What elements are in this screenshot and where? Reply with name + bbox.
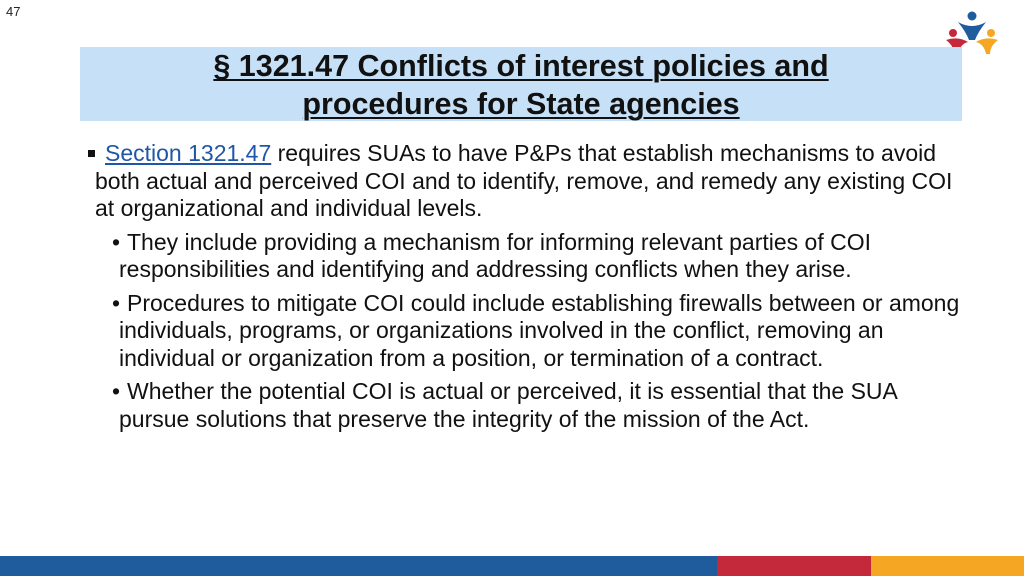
slide-content	[86, 140, 966, 439]
bullet-dot-icon: •	[112, 289, 121, 316]
sub-bullet-list	[86, 229, 966, 434]
footer-color-bar	[0, 556, 1024, 576]
footer-orange-segment	[871, 556, 1024, 576]
bullet-dot-icon: •	[112, 378, 121, 404]
sub-bullet-text: They include providing a mechanism for informing relevant parties of COI responsibilities and identifying and addressing conflicts when they arise.	[119, 228, 872, 282]
bullet-dot-icon: •	[112, 228, 121, 255]
square-bullet-icon	[88, 150, 95, 157]
footer-blue-segment	[0, 556, 717, 576]
main-bullet	[86, 140, 966, 223]
sub-bullet-item	[109, 378, 966, 433]
section-link[interactable]: Section 1321.47	[105, 140, 272, 166]
sub-bullet-item	[109, 229, 966, 284]
title-banner	[80, 47, 962, 121]
slide-title	[80, 47, 962, 123]
main-bullet-text: requires SUAs to have P&Ps that establish mechanisms to avoid both actual and perceived COI and to identify, remove, and remedy any existing COI at organizational and individual levels.	[95, 140, 953, 221]
sub-bullet-text: Whether the potential COI is actual or perceived, it is essential that the SUA pursue solutions that preserve the integrity of the mission of the Act.	[119, 378, 897, 432]
title-line-1: § 1321.47 Conflicts of interest policies and	[213, 49, 829, 83]
page-number: 47	[6, 4, 21, 19]
footer-red-segment	[717, 556, 871, 576]
title-line-2: procedures for State agencies	[302, 87, 740, 121]
sub-bullet-item	[109, 290, 966, 373]
sub-bullet-text: Procedures to mitigate COI could include establishing firewalls between or among individuals, programs, or organizations involved in the conflict, removing an individual or organization from a position, or termination of a contract.	[119, 289, 960, 371]
